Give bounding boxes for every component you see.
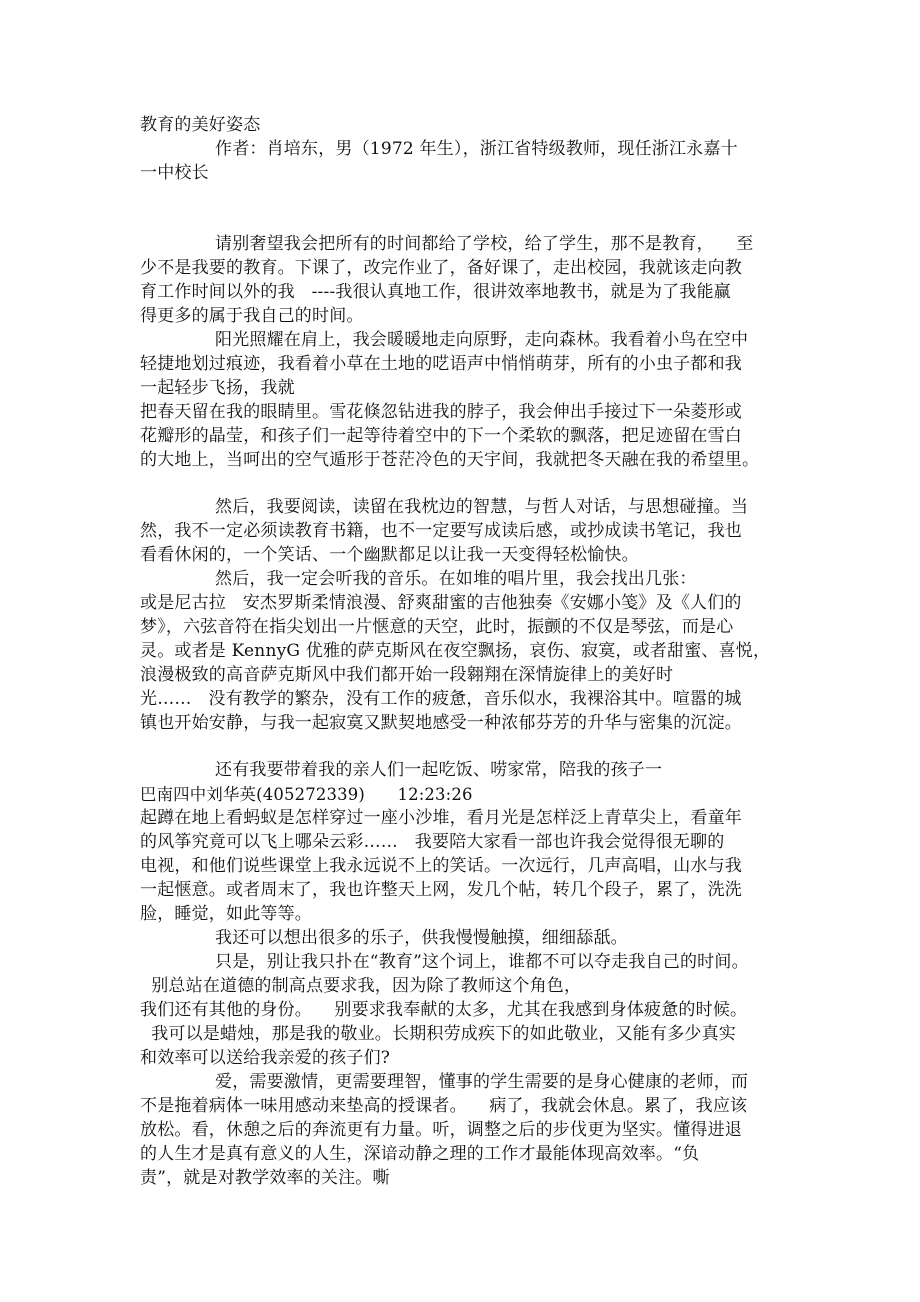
paragraph-line: 责”，就是对教学效率的关注。嘶 bbox=[140, 1168, 390, 1188]
paragraph-line: 然后，我要阅读，读留在我枕边的智慧，与哲人对话，与思想碰撞。当 bbox=[215, 497, 749, 517]
author-line: 一中校长 bbox=[140, 163, 209, 183]
paragraph-line: 育工作时间以外的我 ----我很认真地工作，很讲效率地教书，就是为了我能赢 bbox=[140, 282, 731, 302]
paragraph-line: 还有我要带着我的亲人们一起吃饭、唠家常，陪我的孩子一 bbox=[215, 760, 663, 780]
paragraph-line: 把春天留在我的眼睛里。雪花倏忽钻进我的脖子，我会伸出手接过下一朵菱形或 bbox=[140, 402, 742, 422]
paragraph-line: 别总站在道德的制高点要求我，因为除了教师这个角色， bbox=[140, 976, 582, 996]
paragraph-line: 起蹲在地上看蚂蚁是怎样穿过一座小沙堆，看月光是怎样泛上青草尖上，看童年 bbox=[140, 808, 742, 828]
paragraph-line: 的风筝究竟可以飞上哪朵云彩…… 我要陪大家看一部也许我会觉得很无聊的 bbox=[140, 832, 725, 852]
paragraph-line: 放松。看，休憩之后的奔流更有力量。听，调整之后的步伐更为坚实。懂得进退 bbox=[140, 1120, 742, 1140]
paragraph-line: 我们还有其他的身份。 别要求我奉献的太多，尤其在我感到身体疲惫的时候。 bbox=[140, 1000, 748, 1020]
paragraph-line: 和效率可以送给我亲爱的孩子们? bbox=[140, 1048, 391, 1068]
paragraph-line: 请别奢望我会把所有的时间都给了学校，给了学生，那不是教育， 至 bbox=[215, 234, 754, 254]
paragraph-line: 看看休闲的，一个笑话、一个幽默都足以让我一天变得轻松愉快。 bbox=[140, 545, 639, 565]
paragraph-line: 的人生才是真有意义的人生，深谙动静之理的工作才最能体现高效率。“负 bbox=[140, 1144, 700, 1164]
paragraph-line: 得更多的属于我自己的时间。 bbox=[140, 306, 364, 326]
author-line: 作者：肖培东，男（1972 年生），浙江省特级教师，现任浙江永嘉十 bbox=[215, 139, 738, 159]
paragraph-line: 的大地上，当呵出的空气遁形于苍茫冷色的天宇间，我就把冬天融在我的希望里。 bbox=[140, 450, 760, 470]
paragraph-line: 爱，需要激情，更需要理智，懂事的学生需要的是身心健康的老师，而 bbox=[215, 1072, 749, 1092]
paragraph-line: 灵。或者是 KennyG 优雅的萨克斯风在夜空飘扬，哀伤、寂寞，或者甜蜜、喜悦， bbox=[140, 641, 771, 661]
paragraph-line: 浪漫极致的高音萨克斯风中我们都开始一段翱翔在深情旋律上的美好时 bbox=[140, 665, 674, 685]
paragraph-line: 然，我不一定必须读教育书籍，也不一定要写成读后感，或抄成读书笔记，我也 bbox=[140, 521, 742, 541]
paragraph-line: 光…… 没有教学的繁杂，没有工作的疲惫，音乐似水，我裸浴其中。喧嚣的城 bbox=[140, 689, 742, 709]
paragraph-line: 我可以是蜡烛，那是我的敬业。长期积劳成疾下的如此敬业，又能有多少真实 bbox=[140, 1024, 737, 1044]
paragraph-line: 少不是我要的教育。下课了，改完作业了，备好课了，走出校园，我就该走向教 bbox=[140, 258, 742, 278]
paragraph-line: 轻捷地划过痕迹，我看着小草在土地的呓语声中悄悄萌芽，所有的小虫子都和我 bbox=[140, 354, 742, 374]
paragraph-line: 电视，和他们说些课堂上我永远说不上的笑话。一次远行，几声高唱，山水与我 bbox=[140, 856, 742, 876]
chat-timestamp-line: 巴南四中刘华英(405272339) 12:23:26 bbox=[140, 785, 473, 804]
paragraph-line: 只是，别让我只扑在“教育”这个词上，谁都不可以夺走我自己的时间。 bbox=[215, 952, 749, 972]
paragraph-line: 然后，我一定会听我的音乐。在如堆的唱片里，我会找出几张： bbox=[215, 569, 697, 589]
paragraph-line: 梦》，六弦音符在指尖划出一片惬意的天空，此时，振颤的不仅是琴弦，而是心 bbox=[140, 617, 734, 637]
document-title: 教育的美好姿态 bbox=[140, 115, 261, 135]
paragraph-line: 花瓣形的晶莹，和孩子们一起等待着空中的下一个柔软的飘落，把足迹留在雪白 bbox=[140, 426, 742, 446]
paragraph-line: 不是拖着病体一味用感动来垫高的授课者。 病了，我就会休息。累了，我应该 bbox=[140, 1096, 748, 1116]
paragraph-line: 脸，睡觉，如此等等。 bbox=[140, 904, 312, 924]
paragraph-line: 阳光照耀在肩上，我会暖暖地走向原野，走向森林。我看着小鸟在空中 bbox=[215, 330, 749, 350]
paragraph-line: 一起轻步飞扬，我就 bbox=[140, 378, 295, 398]
paragraph-line: 我还可以想出很多的乐子，供我慢慢触摸，细细舔舐。 bbox=[215, 928, 628, 948]
paragraph-line: 镇也开始安静，与我一起寂寞又默契地感受一种浓郁芬芳的升华与密集的沉淀。 bbox=[140, 713, 742, 733]
paragraph-line: 或是尼古拉 安杰罗斯柔情浪漫、舒爽甜蜜的吉他独奏《安娜小笺》及《人们的 bbox=[140, 593, 742, 613]
paragraph-line: 一起惬意。或者周末了，我也许整天上网，发几个帖，转几个段子，累了，洗洗 bbox=[140, 880, 742, 900]
